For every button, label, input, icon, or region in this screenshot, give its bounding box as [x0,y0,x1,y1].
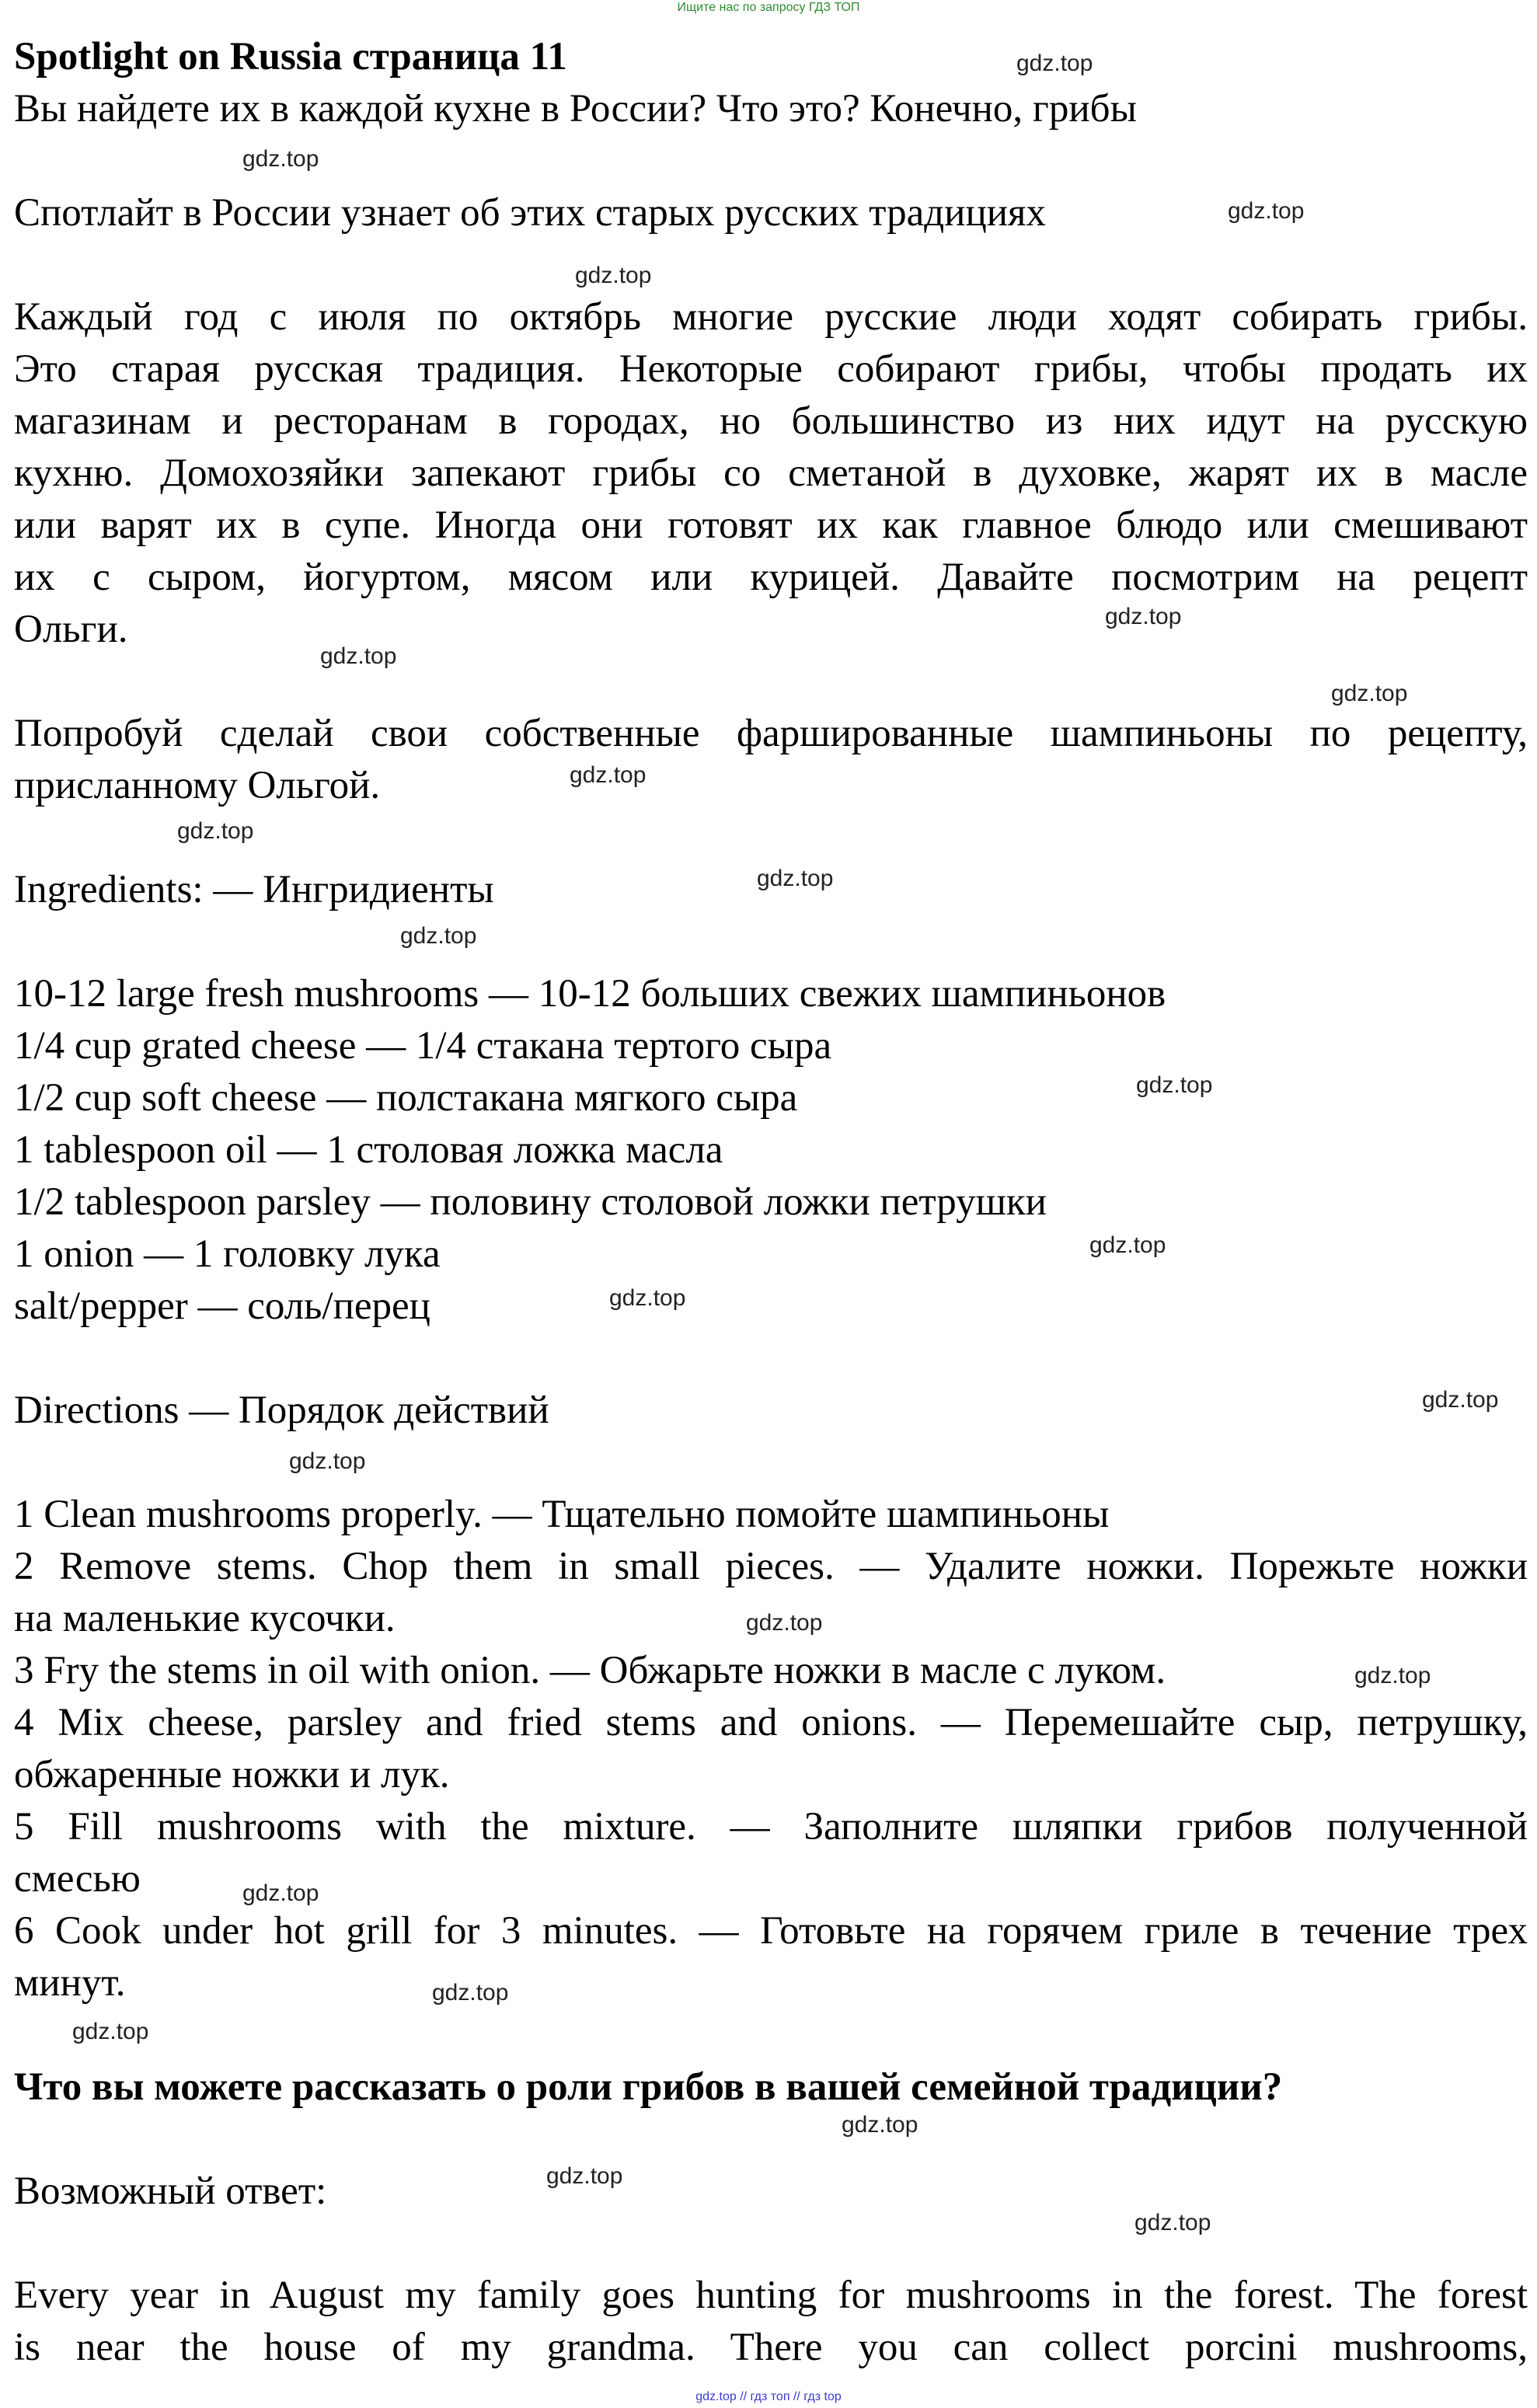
watermark: gdz.top [1134,2210,1211,2236]
direction-step-cont: смесью [14,1857,141,1901]
ingredient-item: salt/pepper — соль/перец [14,1284,430,1328]
watermark: gdz.top [400,923,477,949]
watermark: gdz.top [242,1880,319,1906]
watermark: gdz.top [1089,1232,1166,1258]
direction-step: 3 Fry the stems in oil with onion. — Обжарьте ножки в масле с луком. [14,1649,1166,1692]
direction-step-cont: обжаренные ножки и лук. [14,1753,450,1796]
direction-step: 6 Cook under hot grill for 3 minutes. — Готовьте на горячем гриле в течение трех [14,1909,1528,1953]
ingredient-item: 1 tablespoon oil — 1 столовая ложка масла [14,1128,723,1172]
ingredients-list [14,968,1528,1333]
watermark: gdz.top [609,1285,686,1311]
ingredient-item: 1/4 cup grated cheese — 1/4 стакана тертого сыра [14,1024,832,1068]
header-note[interactable]: Ищите нас по запросу ГДЗ ТОП [677,1,860,14]
direction-step: 5 Fill mushrooms with the mixture. — Заполните шляпки грибов полученной [14,1805,1528,1849]
ingredient-item: 1/2 cup soft cheese — полстакана мягкого сыра [14,1076,798,1120]
watermark: gdz.top [432,1980,509,2006]
ingredient-item: 10-12 large fresh mushrooms — 10-12 больших свежих шампиньонов [14,972,1166,1016]
watermark: gdz.top [546,2163,623,2189]
direction-step: 4 Mix cheese, parsley and fried stems and onions. — Перемешайте сыр, петрушку, [14,1701,1528,1744]
answer-label: Возможный ответ: [14,2169,327,2213]
paragraph-line: Ольги. [14,608,128,651]
direction-step-cont: на маленькие кусочки. [14,1597,396,1640]
direction-step: 2 Remove stems. Chop them in small pieces. — Удалите ножки. Порежьте ножки [14,1545,1528,1588]
ingredient-item: 1/2 tablespoon parsley — половину столовой ложки петрушки [14,1180,1047,1224]
watermark: gdz.top [1422,1387,1499,1413]
answer-text [14,2270,1528,2374]
watermark: gdz.top [1105,604,1182,629]
direction-step: 1 Clean mushrooms properly. — Тщательно помойте шампиньоны [14,1493,1110,1536]
watermark: gdz.top [1016,51,1093,76]
footer-note[interactable]: gdz.top // гдз топ // гдз top [695,2390,842,2403]
paragraph-line: Каждый год с июля по октябрь многие русские люди ходят собирать грибы. [14,295,1528,339]
page-title: Spotlight on Russia страница 11 [14,35,567,78]
paragraph-line: кухню. Домохозяйки запекают грибы со сметаной в духовке, жарят их в масле [14,451,1528,495]
watermark: gdz.top [289,1448,366,1474]
intro-question: Вы найдете их в каждой кухне в России? Что это? Конечно, грибы [14,87,1137,131]
directions-heading: Directions — Порядок действий [14,1389,549,1432]
paragraph-line: или варят их в супе. Иногда они готовят их как главное блюдо или смешивают [14,504,1528,547]
subtitle: Спотлайт в России узнает об этих старых русских традициях [14,191,1046,235]
paragraph-line: присланному Ольгой. [14,764,381,807]
direction-step-cont: минут. [14,1961,126,2005]
document-body [14,31,1528,2374]
watermark: gdz.top [842,2112,918,2138]
ingredients-heading: Ingredients: — Ингридиенты [14,868,494,911]
paragraph-line: магазинам и ресторанам в городах, но большинство из них идут на русскую [14,399,1528,443]
watermark: gdz.top [575,263,652,288]
paragraph-line: Это старая русская традиция. Некоторые собирают грибы, чтобы продать их [14,347,1528,391]
watermark: gdz.top [320,643,397,669]
answer-line: Every year in August my family goes hunting for mushrooms in the forest. The forest [14,2274,1528,2317]
watermark: gdz.top [1331,681,1408,706]
paragraph-line: Попробуй сделай свои собственные фаршированные шампиньоны по рецепту, [14,712,1528,755]
paragraph-1 [14,291,1528,656]
paragraph-line: их с сыром, йогуртом, мясом или курицей. Давайте посмотрим на рецепт [14,556,1528,599]
watermark: gdz.top [1228,198,1305,224]
ingredient-item: 1 onion — 1 головку лука [14,1232,441,1276]
paragraph-2 [14,708,1528,812]
watermark: gdz.top [242,146,319,172]
watermark: gdz.top [757,866,834,891]
answer-line: is near the house of my grandma. There you can collect porcini mushrooms, [14,2326,1528,2369]
family-question: Что вы можете рассказать о роли грибов в вашей семейной традиции? [14,2065,1283,2109]
watermark: gdz.top [1136,1072,1213,1098]
watermark: gdz.top [1354,1663,1431,1688]
watermark: gdz.top [72,2019,149,2044]
watermark: gdz.top [746,1610,823,1636]
directions-list [14,1489,1528,2009]
watermark: gdz.top [570,762,647,788]
watermark: gdz.top [177,818,254,844]
